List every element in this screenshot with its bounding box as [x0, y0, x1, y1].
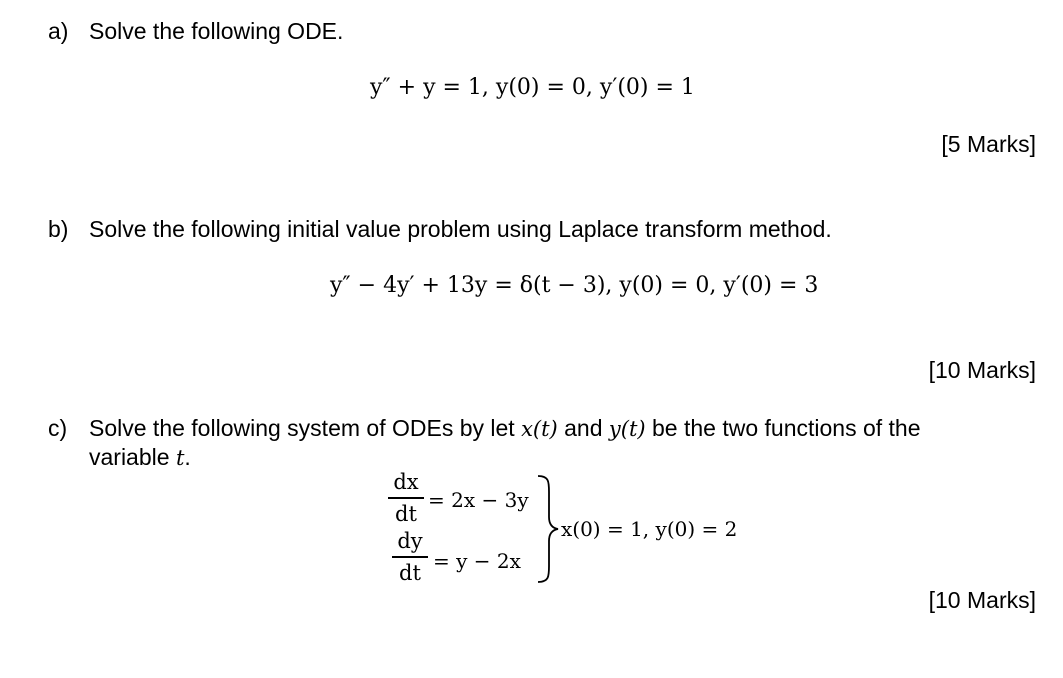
part-c-var-t: t	[175, 446, 185, 470]
part-c-prompt-line2	[89, 446, 191, 469]
part-c-prompt-line1	[89, 417, 921, 440]
right-brace-icon	[535, 474, 561, 584]
eq2-numerator: dy	[397, 529, 423, 553]
part-c-prompt-and: and	[557, 415, 609, 441]
part-a-marks: [5 Marks]	[941, 131, 1036, 157]
part-c-prompt-text-2: be the two functions of the	[645, 415, 921, 441]
part-c-marks: [10 Marks]	[928, 587, 1036, 613]
eq1-fraction	[388, 472, 424, 525]
part-a-prompt: Solve the following ODE.	[89, 18, 344, 44]
initial-conditions: x(0) = 1, y(0) = 2	[561, 517, 738, 541]
part-c-prompt-text-1: Solve the following system of ODEs by let	[89, 415, 522, 441]
part-a-equation: y″ + y = 1, y(0) = 0, y′(0) = 1	[370, 75, 695, 100]
part-b-label: b)	[48, 216, 69, 242]
eq2-fraction	[392, 531, 428, 584]
eq2-fraction-bar	[392, 556, 428, 558]
part-c-label: c)	[48, 415, 68, 441]
part-c-prompt-period: .	[184, 444, 191, 470]
part-c-var-y: y(t)	[608, 417, 646, 441]
part-a-label: a)	[48, 18, 69, 44]
part-b-prompt: Solve the following initial value problem using Laplace transform method.	[89, 216, 832, 242]
eq1-fraction-bar	[388, 497, 424, 499]
part-c-prompt-variable: variable	[89, 444, 176, 470]
part-b-marks: [10 Marks]	[928, 357, 1036, 383]
eq2-denominator: dt	[399, 560, 421, 585]
part-b-equation: y″ − 4y′ + 13y = δ(t − 3), y(0) = 0, y′(0) = 3	[330, 273, 819, 298]
part-c-var-x: x(t)	[521, 417, 558, 441]
eq2-rhs: = y − 2x	[433, 549, 521, 573]
eq1-numerator: dx	[393, 470, 419, 494]
eq1-denominator: dt	[395, 501, 417, 526]
eq1-rhs: = 2x − 3y	[428, 488, 529, 512]
